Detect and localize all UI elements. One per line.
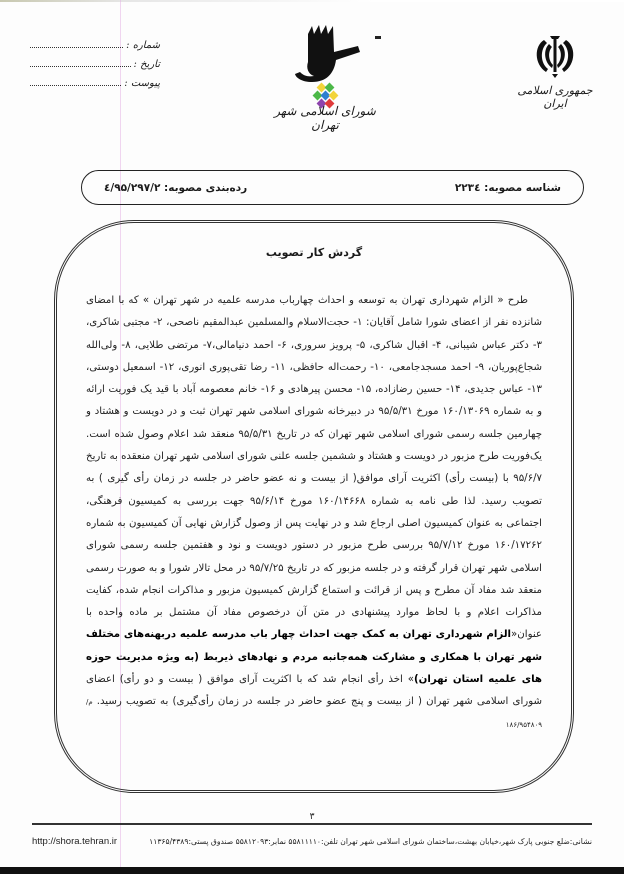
resolution-id-label: شناسه مصوبه:	[484, 181, 561, 194]
contact-address: نشانی:ضلع جنوبی پارک شهر،خیابان بهشت،ساختمان شورای اسلامی شهر تهران تلفن:۵۵۸۱۱۱۱۰ نمابر:۵۵۸۱۲۰۹۳ صندوق پستی:۱۱۳۶۵/۴۳۸۹	[149, 837, 592, 846]
iran-emblem-icon	[530, 32, 580, 80]
resolution-id-value: ۲۲۳٤	[454, 181, 481, 194]
number-field	[30, 40, 160, 59]
attachment-dotted-line	[30, 78, 121, 86]
paragraph-2: » اخذ رأی انجام شد که با اکثریت آرای موافق ( بیست و دو رأی) اعضای شورای اسلامی شهر تهران ( از بیست و پنج عضو حاضر در جلسه در زمان رأی‌گیری) به تصویب رسید.	[86, 674, 542, 708]
scan-top-edge	[0, 0, 624, 2]
paragraph-1: طرح « الزام شهرداری تهران به توسعه و احداث چهارباب مدرسه علمیه در شهر تهران » که با امضای شانزده نفر از اعضای شورا شامل آقایان: ۱- حجت‌الاسلام والمسلمین عبدالمقیم ناصحی، ۲- مجتبی شاکری، ۳- دکتر عباس شیبانی، ۴- اقبال شاکری، ۵- پرویز سروری، ۶- احمد دنیامالی،۷- مرتضی طلایی، ۸- ولی‌الله شجاع‌پوریان، ۹- احمد مسجدجامعی، ۱۰- رحمت‌اله حافظی، ۱۱- رضا تقی‌پوری انوری، ۱۲- اسمعیل دوستی، ۱۳- عباس جدیدی، ۱۴- حسین رضازاده، ۱۵- محسن پیرهادی و ۱۶- خانم معصومه آباد با قید یک فوریت ارائه و به شماره ۱۶۰/۱۳۰۶۹ مورخ ۹۵/۵/۳۱ در دبیرخانه شورای اسلامی شهر تهران ثبت و در دویست و هشتاد و چهارمین جلسه رسمی شورای اسلامی شهر تهران که در تاریخ ۹۵/۵/۳۱ منعقد شد اعلام وصول شده است. یک‌فوریت طرح مزبور در دویست و هشتاد و ششمین جلسه علنی شورای اسلامی شهر تهران منعقده به تاریخ ۹۵/۶/۷ با (بیست رأی) اکثریت آرای موافق( از بیست و نه عضو حاضر در جلسه در زمان رأی گیری ) به تصویب رسید. لذا طی نامه به شماره ۱۶۰/۱۴۶۶۸ مورخ ۹۵/۶/۱۴ جهت بررسی به کمیسیون فرهنگی، اجتماعی به عنوان کمیسیون اصلی ارجاع شد و در نهایت پس از وصول گزارش نهایی آن کمیسیون به شماره ۱۶۰/۱۷۲۶۲ مورخ ۹۵/۷/۱۲ بررسی طرح مزبور در دستور دویست و نود و هفتمین جلسه رسمی شورای اسلامی شهر تهران قرار گرفته و در جلسه مزبور که در تاریخ ۹۵/۷/۲۵ در محل تالار شورا و به صورت رسمی منعقد شد مفاد آن مطرح و پس از قرائت و استماع گزارش کمیسیون مزبور و مذاکرات انجام شده، کفایت مذاکرات اعلام و با لحاظ موارد پیشنهادی در متن آن درخصوص مفاد آن مشتمل بر ماده واحده با عنوان«	[86, 295, 543, 641]
resolution-classification	[104, 182, 247, 194]
resolution-id	[455, 182, 561, 194]
scan-bottom-edge	[0, 867, 624, 874]
footer-divider	[32, 823, 592, 825]
bold-resolution-title: الزام شهرداری تهران به کمک جهت احداث چهار باب مدرسه علمیه دربهنه‌های مختلف شهر تهران با همکاری و مشارکت همه‌جانبه مردم و نهادهای ذیربط (به ویژه مدیریت حوزه های علمیه استان تهران)	[86, 629, 542, 686]
approval-workflow-text	[86, 290, 542, 736]
date-field	[30, 59, 160, 78]
page-number: ۳	[309, 812, 315, 822]
footer	[32, 836, 592, 847]
date-dotted-line	[30, 59, 131, 67]
body-paragraph	[86, 290, 542, 736]
website-link[interactable]: http://shora.tehran.ir	[32, 836, 118, 847]
letter-meta-fields	[30, 40, 160, 97]
attachment-label: پیوست :	[124, 78, 160, 89]
resolution-info-box	[81, 170, 584, 205]
attachment-field	[30, 78, 160, 97]
classification-label: رده‌بندی مصوبه:	[164, 181, 248, 194]
date-label: تاریخ :	[133, 59, 160, 70]
number-label: شماره :	[126, 40, 160, 51]
document-title: گردش کار تصویب	[265, 246, 363, 259]
emblem-caption: جمهوری اسلامی ایران	[517, 84, 593, 110]
number-dotted-line	[30, 40, 123, 48]
council-logo-caption: شورای اسلامی شهر تهران	[274, 104, 376, 132]
classification-value: ٤/۹۵/۲۹۷/۲	[104, 181, 161, 194]
reference-code: م/ ۱۸۶/۹۵۴۸۰۹	[86, 698, 542, 729]
